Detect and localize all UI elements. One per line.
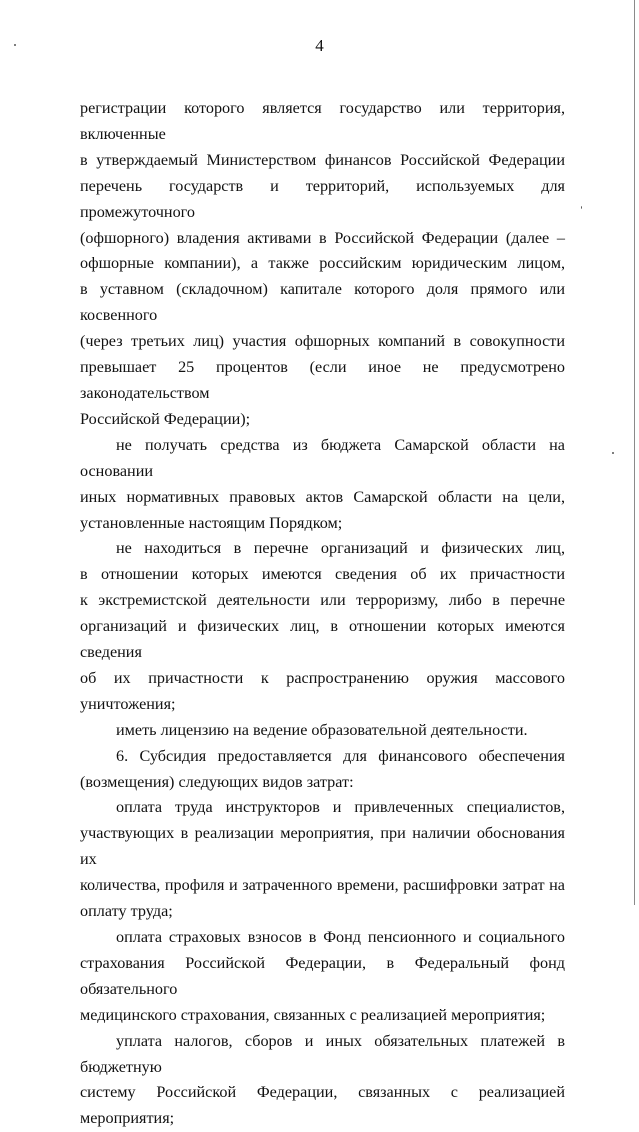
paragraph-p5 bbox=[80, 744, 565, 796]
text-line: (офшорного) владения активами в Российской Федерации (далее – bbox=[80, 228, 565, 247]
document-body bbox=[80, 96, 565, 1132]
text-line: страхования Российской Федерации, в Федеральный фонд обязательного bbox=[80, 953, 565, 998]
text-line: 6. Субсидия предоставляется для финансового обеспечения bbox=[116, 746, 565, 765]
text-line: превышает 25 процентов (если иное не предусмотрено законодательством bbox=[80, 358, 565, 402]
text-line: офшорные компании), а также российским юридическим лицом, bbox=[80, 254, 565, 273]
text-line: об их причастности к распространению оружия массового уничтожения; bbox=[80, 668, 565, 713]
text-line: не получать средства из бюджета Самарской области на основании bbox=[80, 435, 565, 480]
paragraph-p6 bbox=[80, 795, 565, 925]
text-line: медицинского страхования, связанных с реализацией мероприятия; bbox=[80, 1005, 546, 1024]
text-line: организаций и физических лиц, в отношении которых имеются сведения bbox=[80, 617, 565, 662]
page-number: 4 bbox=[315, 36, 324, 55]
text-line: Российской Федерации); bbox=[80, 409, 251, 428]
text-line: уплата налогов, сборов и иных обязательных платежей в бюджетную bbox=[80, 1031, 565, 1076]
paragraph-p8 bbox=[80, 1029, 565, 1132]
text-line: не находиться в перечне организаций и физических лиц, bbox=[116, 539, 565, 558]
text-line: оплату труда; bbox=[80, 902, 173, 921]
text-line: регистрации которого является государство или территория, включенные bbox=[80, 99, 565, 143]
scan-speck bbox=[612, 452, 614, 454]
scan-speck bbox=[581, 206, 582, 209]
text-line: участвующих в реализации мероприятия, при наличии обоснования их bbox=[80, 824, 565, 869]
paragraph-p1 bbox=[80, 96, 565, 433]
text-line: установленные настоящим Порядком; bbox=[80, 513, 343, 532]
text-line: в утверждаемый Министерством финансов Российской Федерации bbox=[80, 150, 565, 169]
paragraph-p2 bbox=[80, 433, 565, 537]
text-line: оплата страховых взносов в Фонд пенсионного и социального bbox=[116, 928, 565, 946]
text-line: иметь лицензию на ведение образовательной деятельности. bbox=[116, 720, 528, 739]
paragraph-p7 bbox=[80, 925, 565, 1029]
text-line: (через третьих лиц) участия офшорных компаний в совокупности bbox=[80, 332, 565, 351]
paragraph-p4 bbox=[80, 718, 565, 744]
paragraph-p3 bbox=[80, 536, 565, 717]
text-line: системy Российской Федерации, связанных с реализацией мероприятия; bbox=[80, 1083, 565, 1128]
page-edge-shadow bbox=[634, 0, 635, 905]
text-line: оплата труда инструкторов и привлеченных специалистов, bbox=[116, 798, 565, 817]
text-line: в уставном (складочном) капитале которого доля прямого или косвенного bbox=[80, 280, 565, 325]
text-line: иных нормативных правовых актов Самарской области на цели, bbox=[80, 487, 565, 506]
text-line: количества, профиля и затраченного времени, расшифровки затрат на bbox=[80, 876, 565, 895]
text-line: в отношении которых имеются сведения об их причастности bbox=[80, 565, 565, 584]
text-line: перечень государств и территорий, используемых для промежуточного bbox=[80, 176, 565, 221]
text-line: к экстремистской деятельности или терроризму, либо в перечне bbox=[80, 591, 565, 610]
text-line: (возмещения) следующих видов затрат: bbox=[80, 772, 354, 791]
